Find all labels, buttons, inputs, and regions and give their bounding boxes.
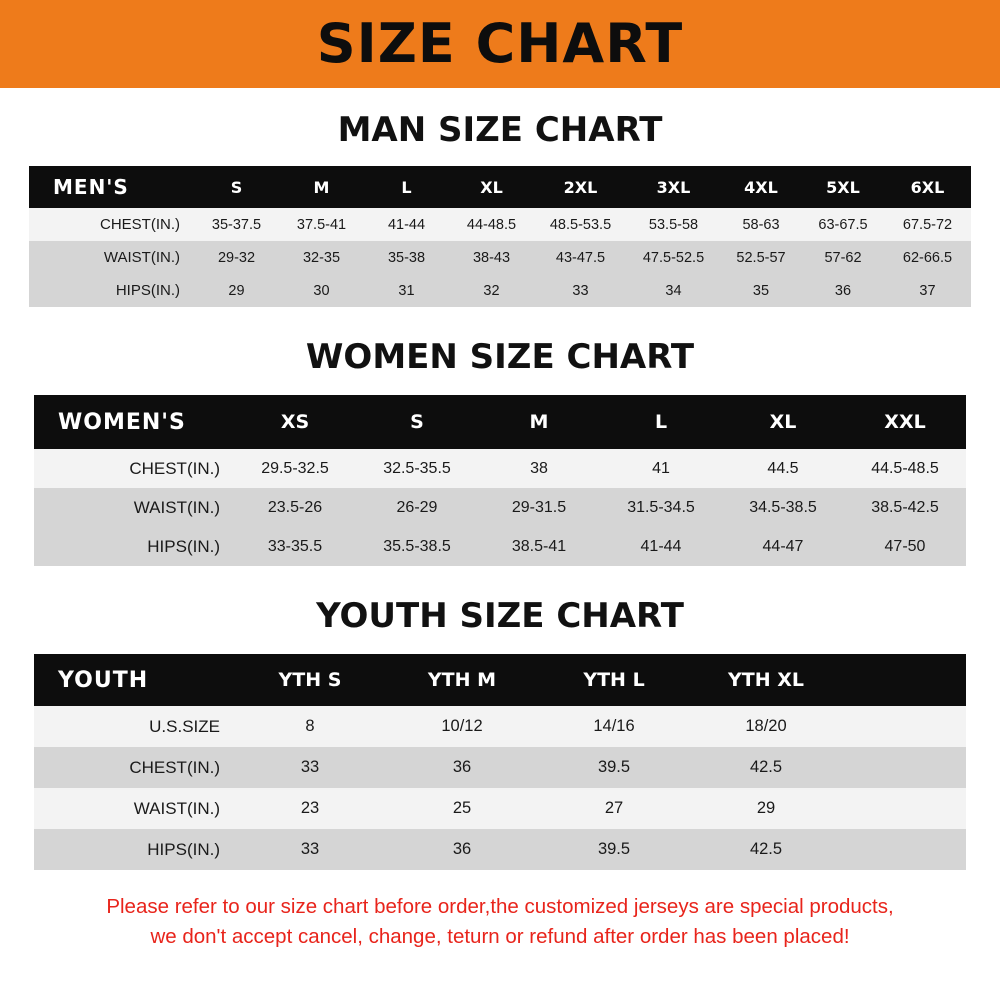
men-row-2-cell-5: 34 bbox=[665, 282, 682, 299]
women-row-1-cell-0: 23.5-26 bbox=[267, 498, 323, 516]
men-row-0-label: CHEST(IN.) bbox=[100, 216, 180, 233]
men-row-1-cell-7: 57-62 bbox=[824, 249, 862, 266]
youth-row-3-cell-1: 36 bbox=[452, 840, 472, 858]
men-row-1-cell-4: 43-47.5 bbox=[555, 249, 606, 266]
women-row-2-cell-1: 35.5-38.5 bbox=[383, 537, 451, 555]
men-row-0-cell-7: 63-67.5 bbox=[818, 216, 868, 233]
women-header-3: M bbox=[529, 411, 549, 433]
footer-note bbox=[0, 892, 1000, 951]
youth-row-2-cell-3: 29 bbox=[756, 799, 776, 817]
youth-size-table bbox=[34, 654, 966, 870]
men-section-title: MAN SIZE CHART bbox=[337, 110, 663, 150]
youth-row-3-cell-0: 33 bbox=[300, 840, 320, 858]
youth-header-2: YTH M bbox=[427, 669, 497, 691]
men-header-9: 6XL bbox=[910, 177, 945, 197]
youth-row-1-cell-1: 36 bbox=[452, 758, 472, 776]
youth-row-2-cell-4 bbox=[842, 788, 966, 829]
women-header-0: WOMEN'S bbox=[58, 409, 186, 435]
men-header-5: 2XL bbox=[563, 177, 598, 197]
youth-header-3: YTH L bbox=[583, 669, 645, 691]
table-row bbox=[34, 829, 966, 870]
women-row-1-cell-1: 26-29 bbox=[396, 498, 438, 516]
women-section-title: WOMEN SIZE CHART bbox=[305, 337, 695, 377]
table-header-row bbox=[34, 395, 966, 449]
men-row-2-cell-4: 33 bbox=[572, 282, 589, 299]
table-header-row bbox=[29, 166, 971, 208]
women-row-2-cell-5: 47-50 bbox=[884, 537, 926, 555]
youth-row-2-cell-1: 25 bbox=[452, 799, 472, 817]
men-header-4: XL bbox=[480, 177, 503, 197]
women-row-0-cell-1: 32.5-35.5 bbox=[383, 459, 451, 477]
women-row-0-cell-0: 29.5-32.5 bbox=[261, 459, 329, 477]
banner-title: SIZE CHART bbox=[316, 12, 684, 75]
women-row-1-cell-3: 31.5-34.5 bbox=[627, 498, 695, 516]
youth-row-1-cell-4 bbox=[842, 747, 966, 788]
youth-row-3-label: HIPS(IN.) bbox=[147, 839, 220, 859]
table-row bbox=[34, 706, 966, 747]
table-row bbox=[29, 274, 971, 307]
men-row-2-cell-3: 32 bbox=[483, 282, 500, 299]
youth-header-0: YOUTH bbox=[58, 667, 149, 693]
youth-row-0-cell-0: 8 bbox=[305, 717, 315, 735]
banner bbox=[0, 0, 1000, 88]
youth-header-4: YTH XL bbox=[728, 669, 804, 691]
women-header-2: S bbox=[410, 411, 424, 433]
men-header-1: S bbox=[230, 177, 243, 197]
men-row-2-cell-8: 37 bbox=[919, 282, 936, 299]
men-row-2-cell-6: 35 bbox=[752, 282, 770, 299]
youth-row-0-cell-4 bbox=[842, 706, 966, 747]
men-header-3: L bbox=[401, 177, 412, 197]
table-header-row bbox=[34, 654, 966, 706]
men-row-1-cell-5: 47.5-52.5 bbox=[642, 249, 705, 266]
men-row-0-cell-0: 35-37.5 bbox=[211, 216, 262, 233]
youth-row-0-cell-3: 18/20 bbox=[745, 717, 787, 735]
women-header-5: XL bbox=[769, 411, 797, 433]
men-row-2-label: HIPS(IN.) bbox=[115, 282, 180, 299]
youth-row-1-label: CHEST(IN.) bbox=[129, 757, 220, 777]
youth-row-1-cell-2: 39.5 bbox=[597, 758, 631, 776]
women-row-2-label: HIPS(IN.) bbox=[147, 536, 220, 556]
youth-row-3-cell-3: 42.5 bbox=[749, 840, 783, 858]
women-row-2-cell-4: 44-47 bbox=[762, 537, 804, 555]
men-row-1-label: WAIST(IN.) bbox=[103, 249, 180, 266]
youth-row-0-cell-1: 10/12 bbox=[441, 717, 483, 735]
table-row bbox=[34, 788, 966, 829]
footer-note-line-1: Please refer to our size chart before order,the customized jerseys are special products, bbox=[106, 895, 894, 918]
women-row-1-cell-2: 29-31.5 bbox=[511, 498, 567, 516]
women-header-6: XXL bbox=[884, 411, 926, 433]
men-row-1-cell-1: 32-35 bbox=[302, 249, 341, 266]
men-row-0-cell-2: 41-44 bbox=[387, 216, 426, 233]
men-row-0-cell-4: 48.5-53.5 bbox=[549, 216, 612, 233]
youth-header-1: YTH S bbox=[278, 669, 342, 691]
women-row-1-label: WAIST(IN.) bbox=[133, 497, 220, 517]
women-row-0-label: CHEST(IN.) bbox=[129, 458, 220, 478]
youth-row-2-cell-2: 27 bbox=[604, 799, 624, 817]
youth-row-0-cell-2: 14/16 bbox=[593, 717, 635, 735]
women-size-table bbox=[34, 395, 966, 566]
women-row-2-cell-0: 33-35.5 bbox=[267, 537, 323, 555]
youth-section-title: YOUTH SIZE CHART bbox=[316, 596, 684, 636]
men-row-1-cell-3: 38-43 bbox=[472, 249, 511, 266]
table-row bbox=[34, 488, 966, 527]
men-row-2-cell-1: 30 bbox=[313, 282, 330, 299]
men-row-2-cell-2: 31 bbox=[398, 282, 415, 299]
footer-note-line-2: we don't accept cancel, change, teturn or refund after order has been placed! bbox=[150, 924, 850, 948]
table-row bbox=[34, 527, 966, 566]
men-row-1-cell-2: 35-38 bbox=[387, 249, 426, 266]
men-row-2-cell-7: 36 bbox=[834, 282, 852, 299]
women-row-0-cell-3: 41 bbox=[652, 459, 670, 477]
men-row-0-cell-6: 58-63 bbox=[742, 216, 780, 233]
women-row-1-cell-4: 34.5-38.5 bbox=[749, 498, 817, 516]
men-row-1-cell-6: 52.5-57 bbox=[736, 249, 786, 266]
women-row-0-cell-4: 44.5 bbox=[767, 459, 799, 477]
men-row-2-cell-0: 29 bbox=[228, 282, 245, 299]
men-row-0-cell-8: 67.5-72 bbox=[902, 216, 953, 233]
men-header-7: 4XL bbox=[744, 177, 778, 197]
men-row-0-cell-5: 53.5-58 bbox=[648, 216, 699, 233]
men-row-1-cell-8: 62-66.5 bbox=[902, 249, 953, 266]
men-header-0: MEN'S bbox=[53, 175, 129, 199]
table-row bbox=[34, 449, 966, 488]
men-header-6: 3XL bbox=[656, 177, 691, 197]
youth-row-2-label: WAIST(IN.) bbox=[133, 798, 220, 818]
women-header-1: XS bbox=[280, 411, 310, 433]
women-row-0-cell-2: 38 bbox=[530, 459, 548, 477]
men-header-8: 5XL bbox=[826, 177, 860, 197]
youth-row-3-cell-2: 39.5 bbox=[597, 840, 631, 858]
youth-row-3-cell-4 bbox=[842, 829, 966, 870]
women-row-2-cell-2: 38.5-41 bbox=[511, 537, 567, 555]
table-row bbox=[29, 241, 971, 274]
women-row-1-cell-5: 38.5-42.5 bbox=[871, 498, 939, 516]
youth-row-1-cell-0: 33 bbox=[300, 758, 320, 776]
table-row bbox=[29, 208, 971, 241]
men-row-1-cell-0: 29-32 bbox=[217, 249, 256, 266]
youth-header-5 bbox=[842, 654, 966, 706]
women-row-2-cell-3: 41-44 bbox=[640, 537, 682, 555]
youth-row-0-label: U.S.SIZE bbox=[149, 716, 220, 736]
table-row bbox=[34, 747, 966, 788]
men-row-0-cell-3: 44-48.5 bbox=[466, 216, 517, 233]
women-row-0-cell-5: 44.5-48.5 bbox=[871, 459, 939, 477]
men-header-2: M bbox=[313, 177, 330, 197]
women-header-4: L bbox=[654, 411, 668, 433]
youth-row-1-cell-3: 42.5 bbox=[749, 758, 783, 776]
men-row-0-cell-1: 37.5-41 bbox=[296, 216, 347, 233]
men-size-table bbox=[29, 166, 971, 307]
youth-row-2-cell-0: 23 bbox=[300, 799, 320, 817]
